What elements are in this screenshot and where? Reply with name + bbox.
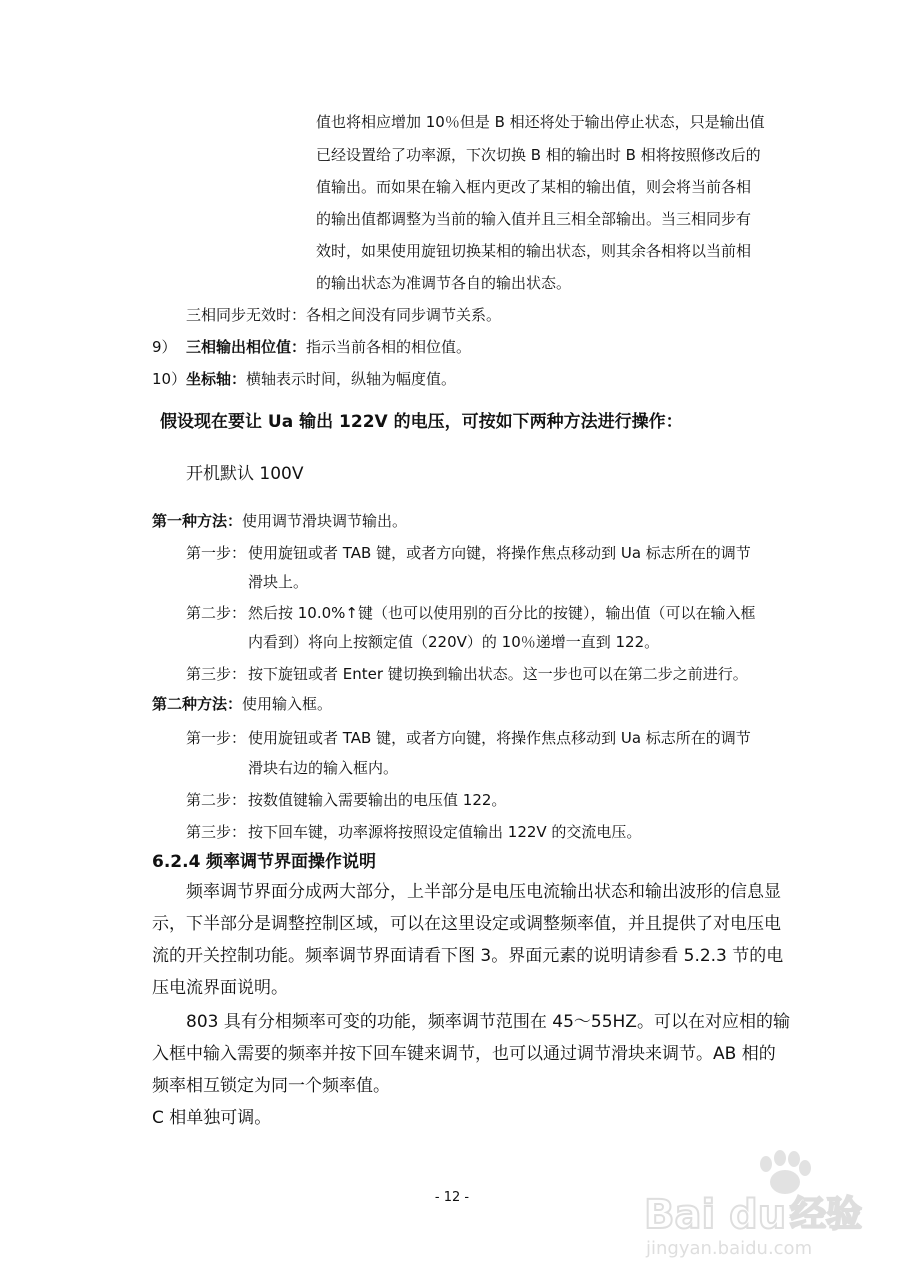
step-text: 然后按 10.0%↑键（也可以使用别的百分比的按键），输出值（可以在输入框: [248, 604, 756, 622]
method-1-step-1-cont: 滑块上。: [248, 573, 309, 591]
step-label: 第一步：: [186, 544, 247, 562]
section-paragraph-1: 频率调节界面分成两大部分，上半部分是电压电流输出状态和输出波形的信息显示，下半部分是调整控制区域，可以在这里设定或调整频率值，并且提供了对电压电流的开关控制功能。频率调节界面请看下图 3。界面元素的说明请参看 5.2.3 节的电压电流界面说明。: [152, 882, 784, 998]
method-1-step-3: [186, 664, 748, 684]
item-9-number: 9）: [152, 338, 177, 356]
step-text: 按下旋钮或者 Enter 键切换到输出状态。这一步也可以在第二步之前进行。: [248, 665, 748, 683]
step-text: 使用旋钮或者 TAB 键，或者方向键，将操作焦点移动到 Ua 标志所在的调节: [248, 544, 751, 562]
cont-line-2: 已经设置给了功率源，下次切换 B 相的输出时 B 相将按照修改后的: [316, 146, 761, 164]
method-2-title: 第二种方法：: [152, 695, 243, 713]
item-9: [152, 337, 471, 357]
item-10-text: 横轴表示时间，纵轴为幅度值。: [246, 370, 457, 388]
method-2-step-1: [186, 728, 751, 748]
step-label: 第一步：: [186, 729, 247, 747]
item-10-label: 坐标轴：: [186, 370, 247, 388]
section-paragraph-3: C 相单独可调。: [152, 1108, 272, 1128]
section-title: 频率调节界面操作说明: [206, 852, 376, 872]
cont-line-3: 值输出。而如果在输入框内更改了某相的输出值，则会将当前各相: [316, 178, 752, 196]
cont-line-4: 的输出值都调整为当前的输入值并且三相全部输出。当三相同步有: [316, 210, 752, 228]
watermark-brand-cn: 经验: [790, 1194, 863, 1235]
baidu-jingyan-watermark: [640, 1150, 890, 1260]
cont-line-6: 的输出状态为准调节各自的输出状态。: [316, 274, 572, 292]
step-text: 使用旋钮或者 TAB 键，或者方向键，将操作焦点移动到 Ua 标志所在的调节: [248, 729, 751, 747]
method-1-step-1: [186, 543, 751, 563]
method-2-step-3: [186, 822, 641, 842]
method-2-desc: 使用输入框。: [242, 695, 333, 713]
step-label: 第二步：: [186, 791, 247, 809]
method-2: [152, 694, 332, 714]
method-2-step-2: [186, 790, 506, 810]
item-9-label: 三相输出相位值：: [186, 338, 307, 356]
cont-line-1: 值也将相应增加 10％但是 B 相还将处于输出停止状态，只是输出值: [316, 113, 765, 131]
watermark-url: jingyan.baidu.com: [646, 1238, 813, 1259]
step-label: 第二步：: [186, 604, 247, 622]
section-number: 6.2.4: [152, 852, 201, 872]
watermark-brand: Bai du: [644, 1192, 787, 1238]
step-text: 按数值键输入需要输出的电压值 122。: [248, 791, 507, 809]
item-10-number: 10）: [152, 370, 187, 388]
step-label: 第三步：: [186, 823, 247, 841]
step-text: 按下回车键，功率源将按照设定值输出 122V 的交流电压。: [248, 823, 642, 841]
method-1-step-2-cont: 内看到）将向上按额定值（220V）的 10％递增一直到 122。: [248, 633, 660, 651]
method-2-step-1-cont: 滑块右边的输入框内。: [248, 759, 399, 777]
step-label: 第三步：: [186, 665, 247, 683]
method-1: [152, 511, 407, 531]
item-9-text: 指示当前各相的相位值。: [306, 338, 472, 356]
section-paragraph-2: 803 具有分相频率可变的功能，频率调节范围在 45～55HZ。可以在对应相的输入框中输入需要的频率并按下回车键来调节，也可以通过调节滑块来调节。AB 相的频率相互锁定为同一个频率值。: [152, 1012, 790, 1096]
cont-line-5: 效时，如果使用旋钮切换某相的输出状态，则其余各相将以当前相: [316, 242, 752, 260]
paw-icon: [640, 1150, 890, 1260]
method-1-desc: 使用调节滑块调节输出。: [242, 512, 408, 530]
method-1-title: 第一种方法：: [152, 512, 243, 530]
default-voltage: 开机默认 100V: [186, 464, 304, 484]
sync-invalid-line: 三相同步无效时：各相之间没有同步调节关系。: [186, 306, 502, 324]
method-1-step-2: [186, 603, 756, 623]
item-10: [152, 369, 456, 389]
section-heading: [152, 850, 376, 874]
assumption-heading: 假设现在要让 Ua 输出 122V 的电压，可按如下两种方法进行操作：: [160, 412, 683, 432]
page-number: - 12 -: [434, 1190, 470, 1205]
